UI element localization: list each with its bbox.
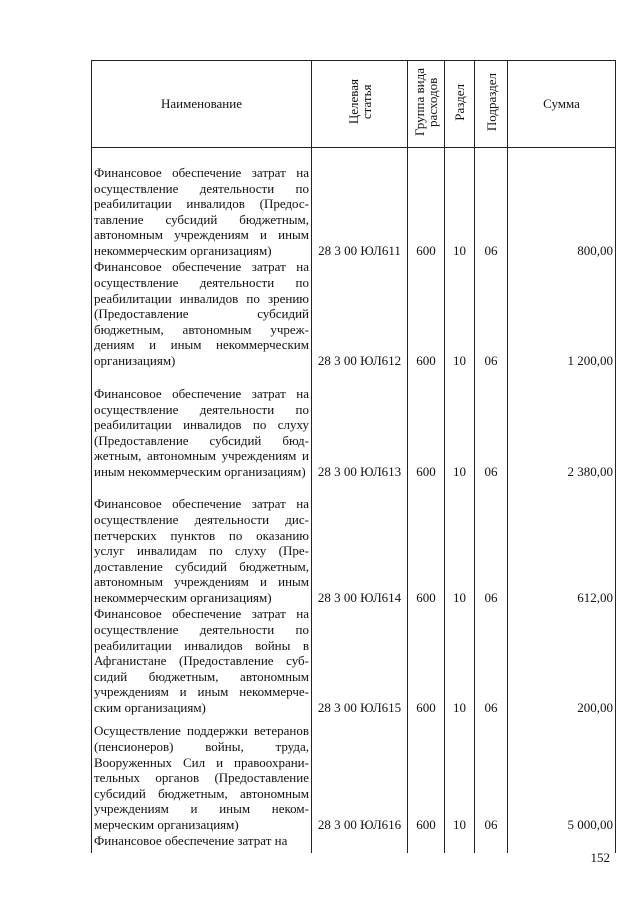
header-article: Целевая статья <box>312 61 408 148</box>
table-row <box>92 716 616 833</box>
page-number: 152 <box>590 850 610 865</box>
row-name: Финансовое обеспечение затрат на осуществление деятельности по реабилитации инвалидов войны в Афганистане (Предоставление субсидий бюджетным, автономным учреждениям и иным некоммерческим организациям) <box>92 606 312 716</box>
table-row <box>92 259 616 369</box>
row-subsection: 06 <box>475 259 508 369</box>
row-subsection <box>475 833 508 853</box>
row-article: 28 3 00 ЮЛ614 <box>312 480 408 606</box>
row-group: 600 <box>408 480 445 606</box>
header-sum: Сумма <box>508 61 616 148</box>
row-name: Финансовое обеспечение затрат на осуществление деятельности по реабилитации инвалидов (Предоставление субсидий бюджетным, автономным учреждениям и иным некоммерческим организациям) <box>92 148 312 259</box>
budget-table-sheet <box>91 60 615 853</box>
budget-table <box>91 60 616 853</box>
row-article: 28 3 00 ЮЛ611 <box>312 148 408 259</box>
row-group <box>408 833 445 853</box>
row-article: 28 3 00 ЮЛ612 <box>312 259 408 369</box>
row-section: 10 <box>445 606 475 716</box>
row-article <box>312 833 408 853</box>
row-sum: 5 000,00 <box>508 716 616 833</box>
row-group: 600 <box>408 148 445 259</box>
header-section: Раздел <box>445 61 475 148</box>
row-section: 10 <box>445 369 475 480</box>
row-article: 28 3 00 ЮЛ613 <box>312 369 408 480</box>
row-sum: 2 380,00 <box>508 369 616 480</box>
row-section: 10 <box>445 148 475 259</box>
header-subsection: Подраздел <box>475 61 508 148</box>
table-header-row <box>92 61 616 148</box>
row-sum: 200,00 <box>508 606 616 716</box>
table-row <box>92 369 616 480</box>
table-row <box>92 833 616 853</box>
row-subsection: 06 <box>475 369 508 480</box>
table-row <box>92 480 616 606</box>
row-name: Финансовое обеспечение затрат на осуществление деятельности диспетчерских пунктов по оказанию услуг инвалидам по слуху (Предоставление субсидий бюджетным, автономным учреждениям и иным некоммерческим организациям) <box>92 480 312 606</box>
row-article: 28 3 00 ЮЛ615 <box>312 606 408 716</box>
header-name: Наименование <box>92 61 312 148</box>
row-group: 600 <box>408 606 445 716</box>
row-subsection: 06 <box>475 480 508 606</box>
row-sum: 1 200,00 <box>508 259 616 369</box>
row-subsection: 06 <box>475 148 508 259</box>
row-group: 600 <box>408 369 445 480</box>
row-subsection: 06 <box>475 716 508 833</box>
row-sum: 800,00 <box>508 148 616 259</box>
row-sum: 612,00 <box>508 480 616 606</box>
row-section: 10 <box>445 716 475 833</box>
table-row <box>92 606 616 716</box>
row-subsection: 06 <box>475 606 508 716</box>
header-group: Группа вида расходов <box>408 61 445 148</box>
row-name: Финансовое обеспечение затрат на осуществление деятельности по реабилитации инвалидов по слуху (Предоставление субсидий бюджетным, автономным учреждениям и иным некоммерческим организациям) <box>92 369 312 480</box>
row-section: 10 <box>445 259 475 369</box>
row-group: 600 <box>408 259 445 369</box>
row-group: 600 <box>408 716 445 833</box>
row-section: 10 <box>445 480 475 606</box>
row-article: 28 3 00 ЮЛ616 <box>312 716 408 833</box>
table-row <box>92 148 616 259</box>
row-name: Финансовое обеспечение затрат на <box>92 833 312 853</box>
row-name: Осуществление поддержки ветеранов (пенсионеров) войны, труда, Вооруженных Сил и правоохранительных органов (Предоставление субсидий бюджетным, автономным учреждениям и иным некоммерческим организациям) <box>92 716 312 833</box>
row-section <box>445 833 475 853</box>
row-name: Финансовое обеспечение затрат на осуществление деятельности по реабилитации инвалидов по зрению (Предоставление субсидий бюджетным, автономным учреждениям и иным некоммерческим организациям) <box>92 259 312 369</box>
